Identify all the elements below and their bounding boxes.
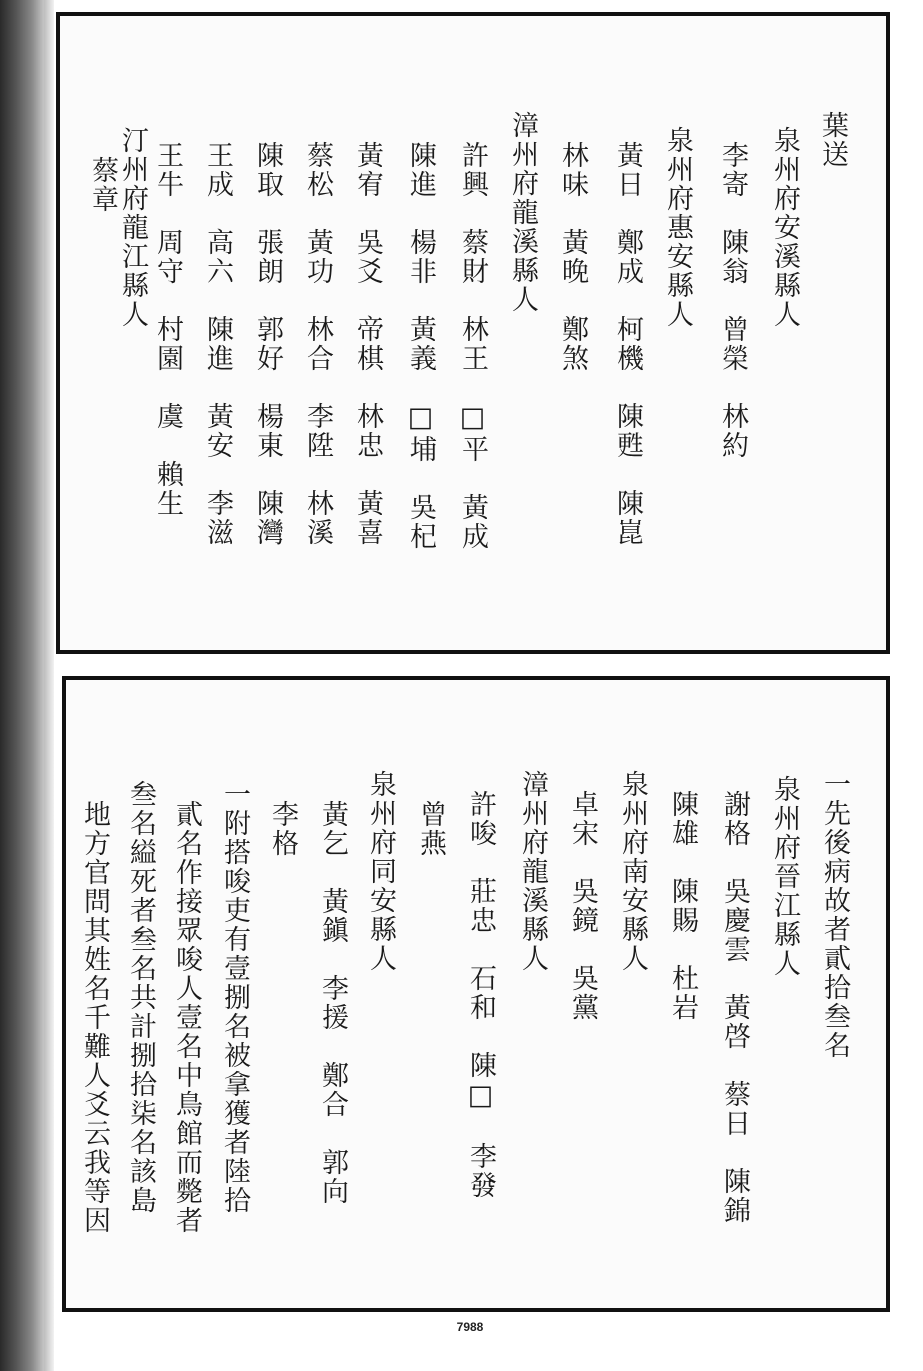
manuscript-column: 王牛 周守 村園 虞 賴生 (152, 141, 183, 518)
manuscript-column: 一先後病故者貳拾叁名 (819, 770, 850, 1060)
bottom-manuscript-panel (62, 676, 890, 1312)
manuscript-column: 地方官問其姓名千難人爻云我等因 (79, 800, 110, 1235)
manuscript-column: 黃乞 黃鎭 李援 鄭合 郭向 (317, 800, 348, 1206)
manuscript-column: 泉州府同安縣人 (365, 770, 396, 973)
book-spine-shadow (0, 0, 46, 1371)
manuscript-column: 陳取 張朗 郭好 楊東 陳灣 (252, 141, 283, 547)
manuscript-column: 陳雄 陳賜 杜岩 (667, 790, 698, 1022)
manuscript-column: 泉州府安溪縣人 (769, 126, 800, 329)
page-number: 7988 (456, 1320, 484, 1334)
manuscript-column: 蔡章 (87, 156, 118, 214)
manuscript-column: 李寄 陳翁 曾榮 林約 (717, 141, 748, 460)
manuscript-column: 一附搭唆吏有壹捌名被拿獲者陸拾 (219, 780, 250, 1215)
manuscript-column: 謝格 吳慶雲 黃啓 蔡日 陳錦 (719, 790, 750, 1225)
manuscript-column: 黃日 鄭成 柯機 陳甦 陳崑 (612, 141, 643, 547)
manuscript-column: 叁名縊死者叁名共計捌拾柒名該島 (125, 780, 156, 1215)
manuscript-column: 李格 (267, 800, 298, 858)
manuscript-column: 泉州府晉江縣人 (769, 775, 800, 978)
manuscript-column: 曾燕 (415, 800, 446, 858)
manuscript-column: 林味 黃晚 鄭煞 (557, 141, 588, 373)
manuscript-column: 許興 蔡財 林王 □平 黃成 (457, 141, 488, 551)
page-edge (44, 0, 54, 1371)
manuscript-column: 漳州府龍溪縣人 (507, 111, 538, 314)
manuscript-column: 蔡松 黃功 林合 李陞 林溪 (302, 141, 333, 547)
manuscript-column: 貳名作接眾唆人壹名中鳥館而斃者 (171, 800, 202, 1235)
manuscript-column: 汀州府龍江縣人 (117, 126, 148, 329)
manuscript-column: 漳州府龍溪縣人 (517, 770, 548, 973)
manuscript-column: 葉送 (817, 111, 848, 169)
manuscript-column: 泉州府惠安縣人 (662, 126, 693, 329)
manuscript-column: 陳進 楊非 黃義 □埔 吳杞 (405, 141, 436, 551)
manuscript-column: 卓宋 吳鏡 吳黨 (567, 790, 598, 1022)
top-manuscript-panel (56, 12, 890, 654)
manuscript-column: 許唆 莊忠 石和 陳□ 李發 (465, 790, 496, 1200)
manuscript-column: 泉州府南安縣人 (617, 770, 648, 973)
manuscript-column: 黃宥 吳爻 帝棋 林忠 黃喜 (352, 141, 383, 547)
manuscript-column: 王成 高六 陳進 黃安 李滋 (202, 141, 233, 547)
